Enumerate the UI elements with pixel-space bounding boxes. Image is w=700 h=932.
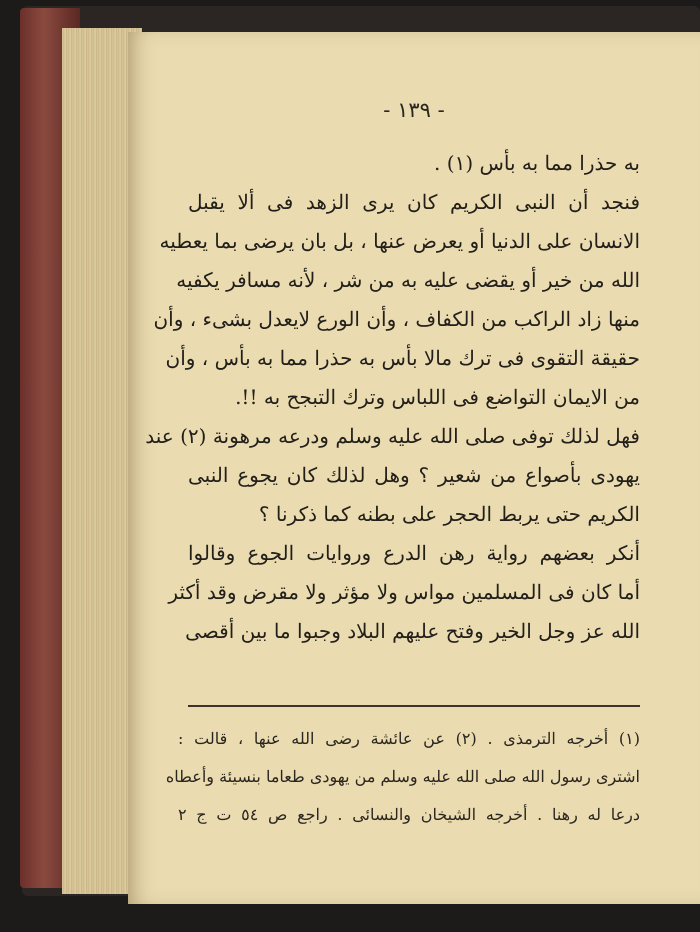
footnote-divider [188,705,640,707]
footnote-line: (١) أخرجه الترمذى . (٢) عن عائشة رضى الله عنها ، قالت : [178,729,641,748]
body-line: حقيقة التقوى فى ترك مالا بأس به حذرا مما به بأس ، وأن [165,346,640,370]
body-line: الله عز وجل الخير وفتح عليهم البلاد وجبوا ما بين أقصى [185,619,640,643]
body-line: يهودى بأصواع من شعير ؟ وهل لذلك كان يجوع النبى [188,463,640,487]
body-line: به حذرا مما به بأس (١) . [434,151,640,175]
footnote-line: درعا له رهنا . أخرجه الشيخان والنسائى . راجع ص ٥٤ ت ج ٢ [178,805,640,824]
body-line: من الايمان التواضع فى اللباس وترك التبجح به !!. [235,385,640,409]
footnote-line: اشترى رسول الله صلى الله عليه وسلم من يهودى طعاما بنسيئة وأعطاه [165,767,640,786]
body-line: منها زاد الراكب من الكفاف ، وأن الورع لايعدل بشىء ، وأن [153,307,640,331]
body-line: الله من خير أو يقضى عليه به من شر ، لأنه مسافر يكفيه [176,268,640,292]
body-line: أنكر بعضهم رواية رهن الدرع وروايات الجوع وقالوا [188,541,640,565]
book-page [128,32,700,904]
body-line: الانسان على الدنيا أو يعرض عنها ، بل بان يرضى بما يعطيه [159,229,640,253]
body-line: فنجد أن النبى الكريم كان يرى الزهد فى ألا يقبل [188,190,640,214]
footnotes [165,720,641,834]
page-number: - ١٣٩ - [383,98,445,122]
body-line: أما كان فى المسلمين مواس ولا مؤثر ولا مقرض وقد أكثر [168,580,640,604]
body-text [145,144,640,651]
body-line: الكريم حتى يربط الحجر على بطنه كما ذكرنا ؟ [258,502,640,526]
body-line: فهل لذلك توفى صلى الله عليه وسلم ودرعه مرهونة (٢) عند [145,424,640,448]
